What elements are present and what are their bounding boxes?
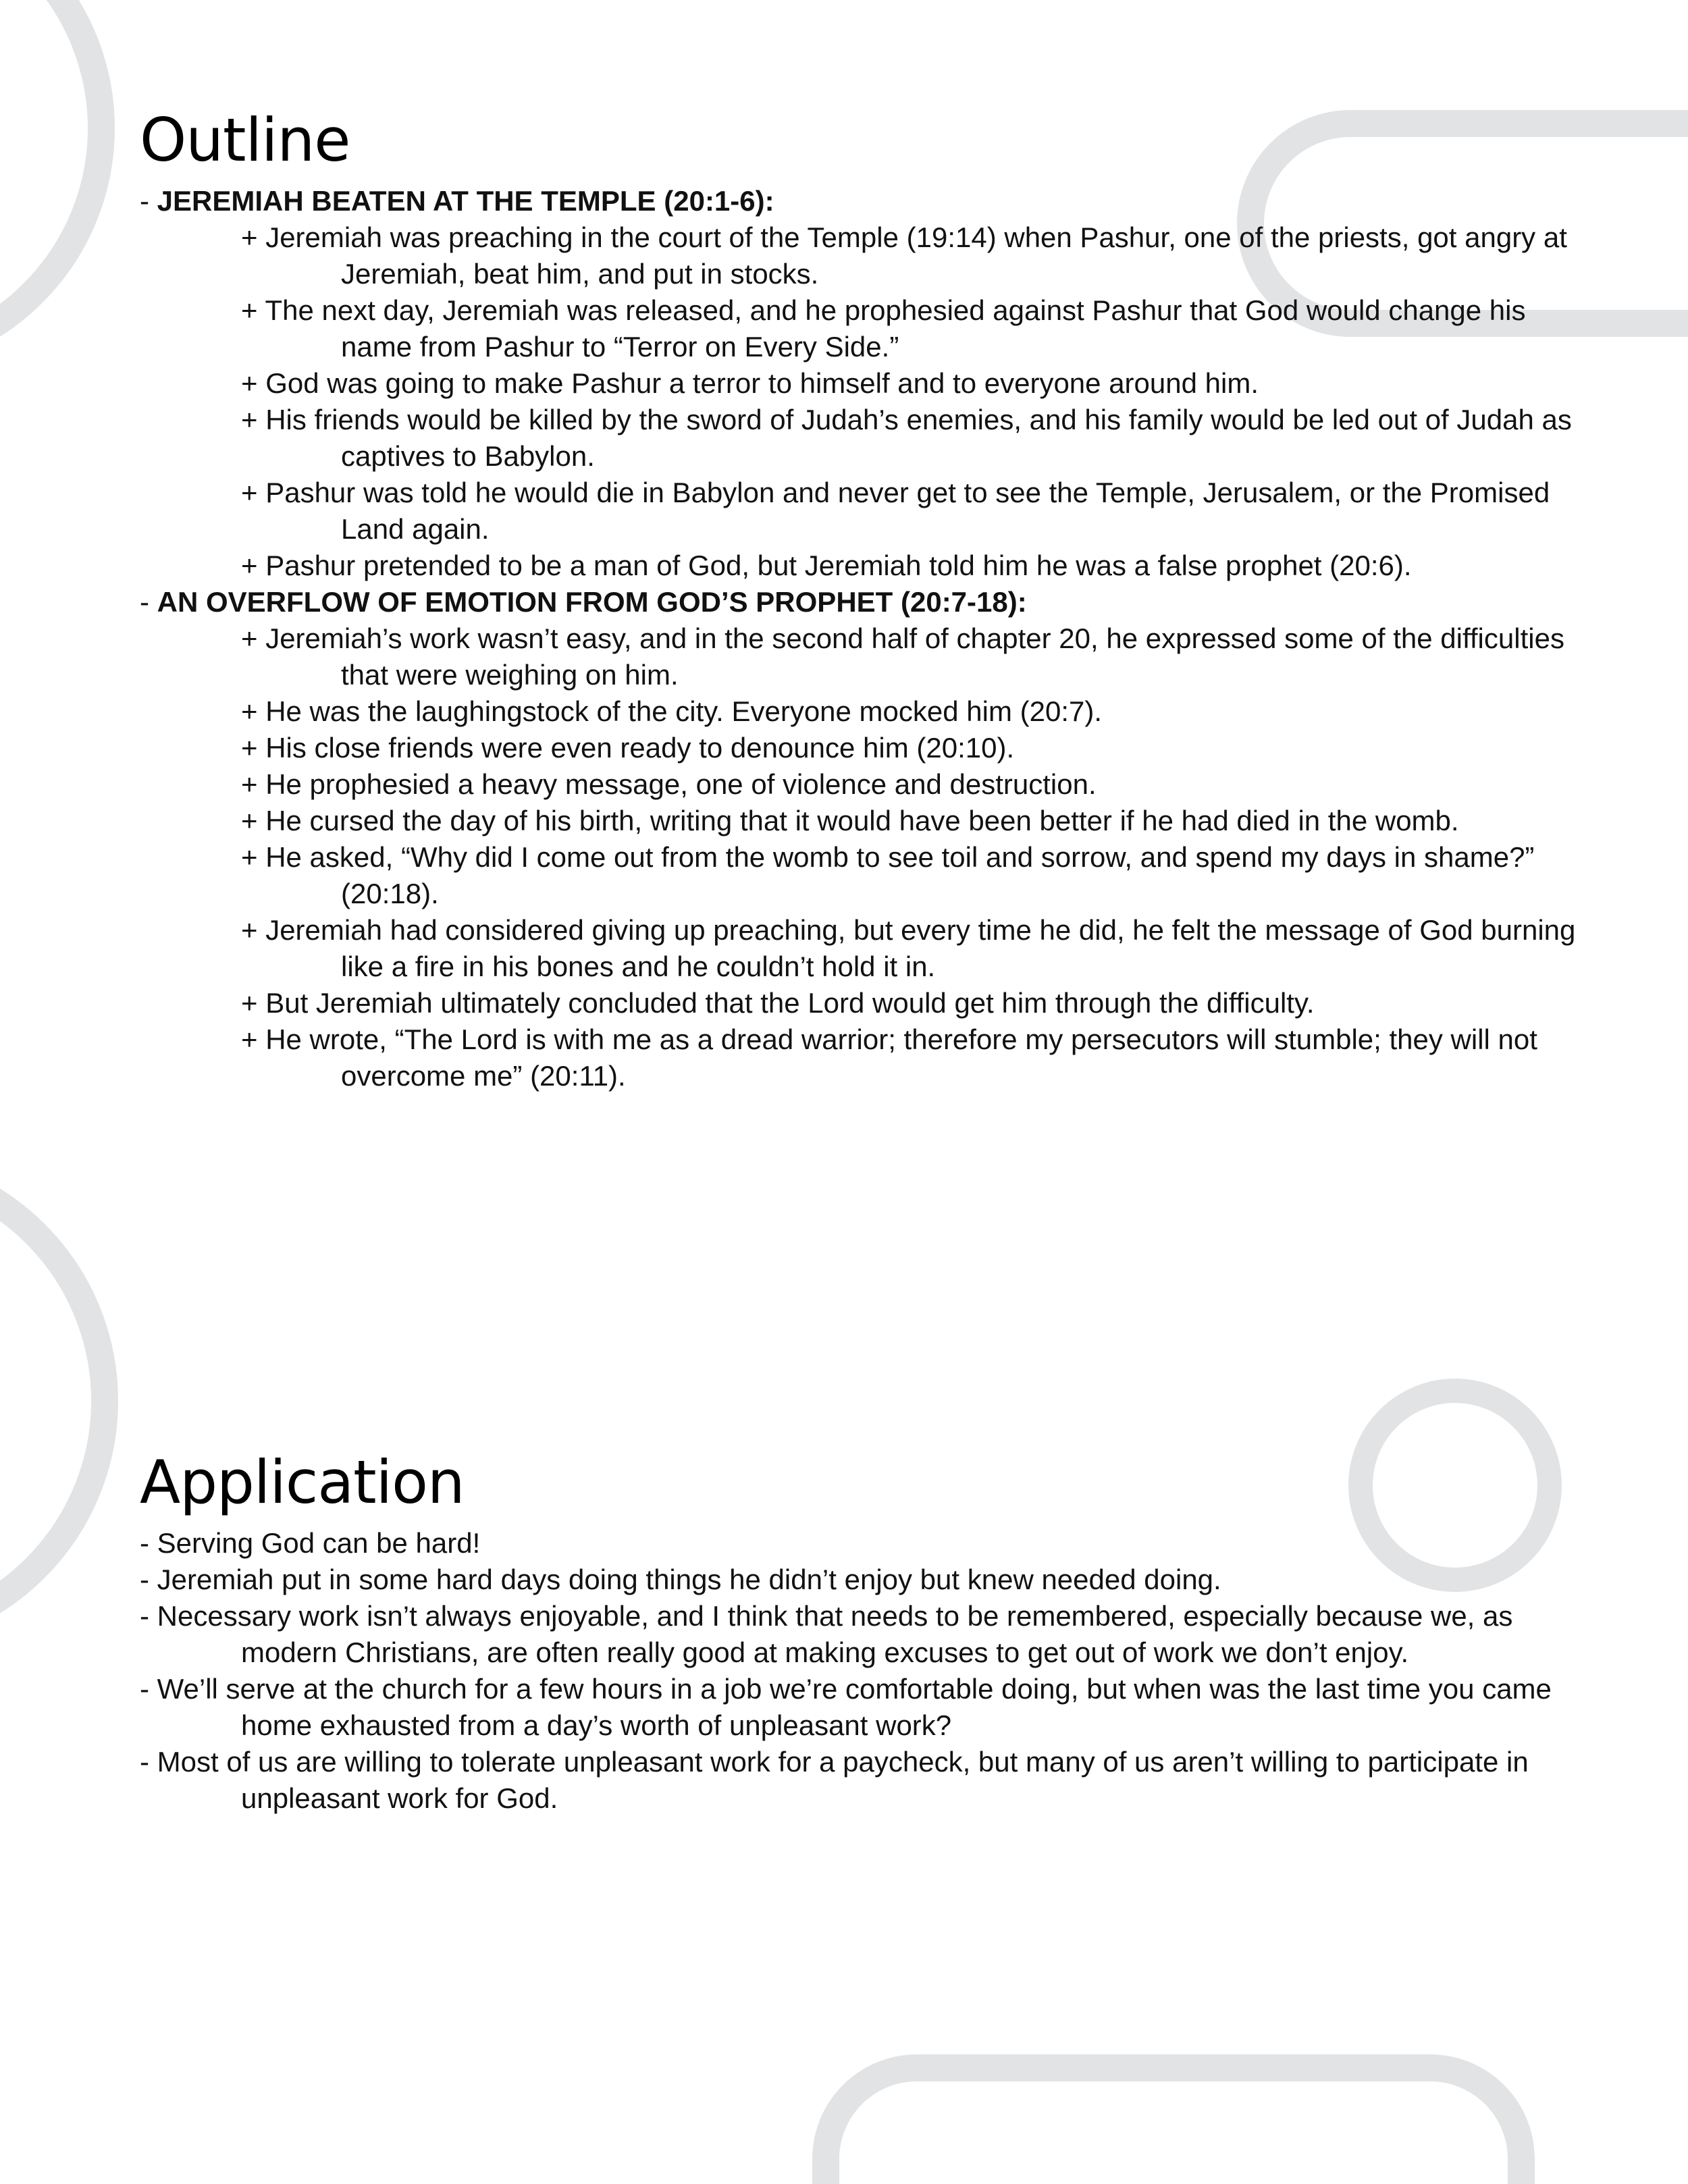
outline-subitem: + His close friends were even ready to denounce him (20:10).	[241, 731, 1015, 764]
outline-point-heading: - AN OVERFLOW OF EMOTION FROM GOD’S PROPHET (20:7-18):	[140, 585, 1027, 618]
application-item: - Most of us are willing to tolerate unpleasant work for a paycheck, but many of us aren’t willing to participate in unpleasant work for God.	[140, 1745, 1529, 1814]
outline-section	[140, 105, 1578, 1094]
outline-subitem: + Jeremiah had considered giving up preaching, but every time he did, he felt the message of God burning like a fire in his bones and he couldn’t hold it in.	[241, 913, 1576, 982]
outline-subitem: + His friends would be killed by the sword of Judah’s enemies, and his family would be led out of Judah as captives to Babylon.	[241, 403, 1572, 472]
outline-subitem: + He was the laughingstock of the city. Everyone mocked him (20:7).	[241, 695, 1103, 727]
decor-ring-mid-left	[0, 1165, 105, 1637]
application-section	[140, 1447, 1578, 1817]
outline-subitem: + Pashur was told he would die in Babylon and never get to see the Temple, Jerusalem, or the Promised Land again.	[241, 476, 1550, 545]
outline-subitem: + He wrote, “The Lord is with me as a dread warrior; therefore my persecutors will stumble; they will not overcome me” (20:11).	[241, 1023, 1537, 1092]
page-content	[140, 105, 1578, 1814]
decor-pill-bottom	[826, 2068, 1521, 2184]
outline-subitem: + God was going to make Pashur a terror to himself and to everyone around him.	[241, 367, 1259, 399]
outline-point	[140, 584, 1578, 620]
outline-subitem: + Jeremiah’s work wasn’t easy, and in the second half of chapter 20, he expressed some of the difficulties that were weighing on him.	[241, 622, 1564, 691]
outline-subitem: + The next day, Jeremiah was released, and he prophesied against Pashur that God would change his name from Pashur to “Terror on Every Side.”	[241, 294, 1526, 363]
application-title: Application	[140, 1447, 465, 1517]
outline-point-label: JEREMIAH BEATEN AT THE TEMPLE (20:1-6):	[157, 184, 774, 217]
outline-subitem: + But Jeremiah ultimately concluded that the Lord would get him through the difficulty.	[241, 986, 1315, 1019]
application-item: - Serving God can be hard!	[140, 1526, 481, 1559]
outline-subitem: + He prophesied a heavy message, one of violence and destruction.	[241, 768, 1097, 800]
application-item: - Jeremiah put in some hard days doing things he didn’t enjoy but knew needed doing.	[140, 1563, 1221, 1595]
application-item: - Necessary work isn’t always enjoyable, and I think that needs to be remembered, especially because we, as modern Christians, are often really good at making excuses to get out of work we don’t enjoy.	[140, 1599, 1513, 1668]
outline-title: Outline	[140, 105, 350, 175]
outline-subitem: + Pashur pretended to be a man of God, but Jeremiah told him he was a false prophet (20:6).	[241, 549, 1412, 581]
outline-subitem: + He asked, “Why did I come out from the womb to see toil and sorrow, and spend my days in shame?” (20:18).	[241, 841, 1535, 909]
decor-ring-top-left	[0, 0, 101, 361]
outline-point	[140, 183, 1578, 219]
outline-point-label: AN OVERFLOW OF EMOTION FROM GOD’S PROPHET (20:7-18):	[157, 585, 1027, 618]
outline-subitem: + Jeremiah was preaching in the court of the Temple (19:14) when Pashur, one of the priests, got angry at Jeremiah, beat him, and put in stocks.	[241, 221, 1567, 290]
outline-subitem: + He cursed the day of his birth, writing that it would have been better if he had died in the womb.	[241, 804, 1459, 836]
outline-point-heading: - JEREMIAH BEATEN AT THE TEMPLE (20:1-6):	[140, 184, 774, 217]
application-item: - We’ll serve at the church for a few hours in a job we’re comfortable doing, but when was the last time you came home exhausted from a day’s worth of unpleasant work?	[140, 1672, 1552, 1741]
